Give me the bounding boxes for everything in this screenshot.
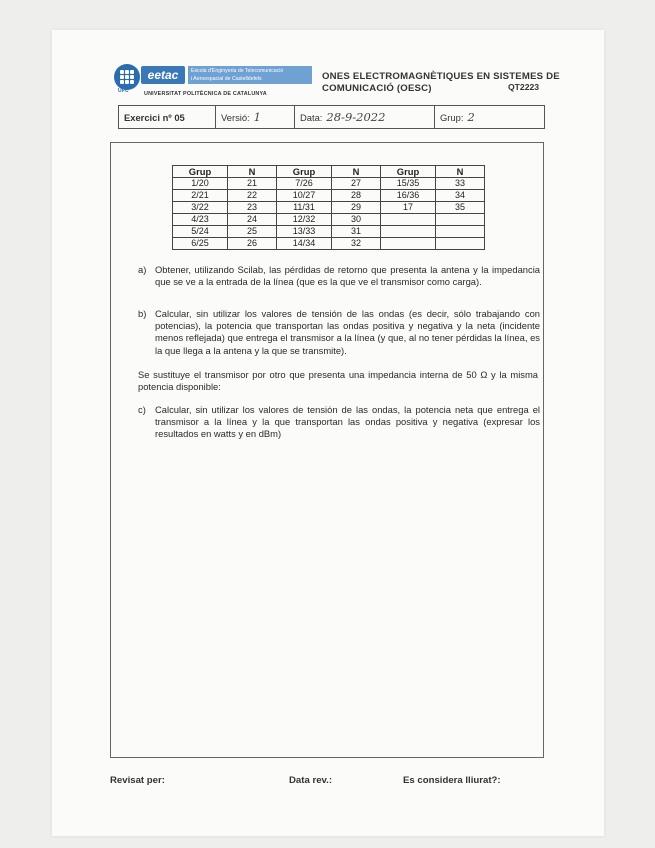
table-cell: 23 (228, 202, 277, 214)
upc-logo (114, 64, 140, 90)
table-cell (436, 226, 485, 238)
table-cell: 3/22 (173, 202, 228, 214)
table-cell: 27 (332, 178, 381, 190)
upc-logo-text: UPC (118, 88, 129, 94)
question-b-text: Calcular, sin utilizar los valores de tensión de las ondas (es decir, sólo trabajando con potencias), la potencia que transportan las ondas positiva y negativa y la neta (incidente menos reflejada) que entrega el transmisor a la línea (y que, al no tener pérdidas la línea, es la que llega a la antena y la que se transmite). (155, 308, 540, 356)
table-cell: 15/35 (381, 178, 436, 190)
grup-value: 2 (467, 110, 475, 124)
lliurat-label: Es considera lliurat?: (403, 775, 501, 786)
question-c-intro: Se sustituye el transmisor por otro que presenta una impedancia interna de 50 Ω y la misma potencia disponible: (138, 369, 538, 393)
table-cell: 35 (436, 202, 485, 214)
exercici-number: Exercici nº 05 (119, 106, 216, 128)
table-cell: 25 (228, 226, 277, 238)
university-name: UNIVERSITAT POLITÈCNICA DE CATALUNYA (144, 91, 267, 97)
table-cell: 30 (332, 214, 381, 226)
question-a-label: a) (138, 264, 147, 275)
table-cell: 4/23 (173, 214, 228, 226)
table-header: N (436, 166, 485, 178)
table-row (173, 226, 485, 238)
data-rev-label: Data rev.: (289, 775, 333, 786)
table-cell: 31 (332, 226, 381, 238)
table-header-row (173, 166, 485, 178)
table-cell: 21 (228, 178, 277, 190)
question-c-label: c) (138, 404, 146, 415)
course-title-line-2: COMUNICACIÓ (OESC) (322, 83, 432, 94)
grup-field (435, 106, 544, 128)
data-label: Data: (300, 111, 323, 123)
table-cell (436, 214, 485, 226)
table-cell: 33 (436, 178, 485, 190)
table-row (173, 190, 485, 202)
table-cell: 12/32 (277, 214, 332, 226)
question-a-text: Obtener, utilizando Scilab, las pérdidas de retorno que presenta la antena y la impedancia que se ve a la entrada de la línea (que es la que ve el transmisor como carga). (155, 264, 540, 288)
table-row (173, 214, 485, 226)
versio-value: 1 (253, 110, 261, 124)
table-header: N (332, 166, 381, 178)
table-cell: 34 (436, 190, 485, 202)
table-cell (381, 214, 436, 226)
group-table (172, 165, 485, 250)
versio-field (216, 106, 295, 128)
table-cell (381, 226, 436, 238)
table-header: Grup (173, 166, 228, 178)
table-cell: 29 (332, 202, 381, 214)
school-line-2: i Aeroespacial de Castelldefels (191, 76, 262, 82)
table-cell: 10/27 (277, 190, 332, 202)
versio-label: Versió: (221, 111, 250, 123)
table-cell: 17 (381, 202, 436, 214)
table-row (173, 238, 485, 250)
table-cell: 16/36 (381, 190, 436, 202)
table-cell (436, 238, 485, 250)
table-cell: 32 (332, 238, 381, 250)
table-row (173, 178, 485, 190)
table-cell: 14/34 (277, 238, 332, 250)
eetac-logo: eetac (141, 66, 185, 84)
grup-label: Grup: (440, 111, 464, 123)
table-cell: 7/26 (277, 178, 332, 190)
question-b-label: b) (138, 308, 147, 319)
table-cell: 2/21 (173, 190, 228, 202)
table-cell: 6/25 (173, 238, 228, 250)
table-cell: 22 (228, 190, 277, 202)
course-code: QT2223 (508, 82, 540, 92)
question-c-text: Calcular, sin utilizar los valores de tensión de las ondas, la potencia neta que entrega el transmisor a la línea y la que transportan las ondas positiva y negativa (expresar los resultados en watts y en dBm) (155, 404, 540, 440)
revisat-label: Revisat per: (110, 775, 165, 786)
table-cell: 1/20 (173, 178, 228, 190)
data-field (295, 106, 435, 128)
data-value: 28-9-2022 (326, 110, 386, 124)
school-line-1: Escola d'Enginyeria de Telecomunicació (191, 68, 284, 74)
course-title-line-1: ONES ELECTROMAGNÈTIQUES EN SISTEMES DE (322, 71, 560, 82)
school-name (188, 66, 312, 84)
table-cell (381, 238, 436, 250)
table-cell: 28 (332, 190, 381, 202)
table-cell: 5/24 (173, 226, 228, 238)
table-header: Grup (277, 166, 332, 178)
table-cell: 24 (228, 214, 277, 226)
table-cell: 13/33 (277, 226, 332, 238)
table-row (173, 202, 485, 214)
table-cell: 11/31 (277, 202, 332, 214)
table-cell: 26 (228, 238, 277, 250)
table-header: N (228, 166, 277, 178)
exercise-info-box (118, 105, 545, 129)
table-header: Grup (381, 166, 436, 178)
